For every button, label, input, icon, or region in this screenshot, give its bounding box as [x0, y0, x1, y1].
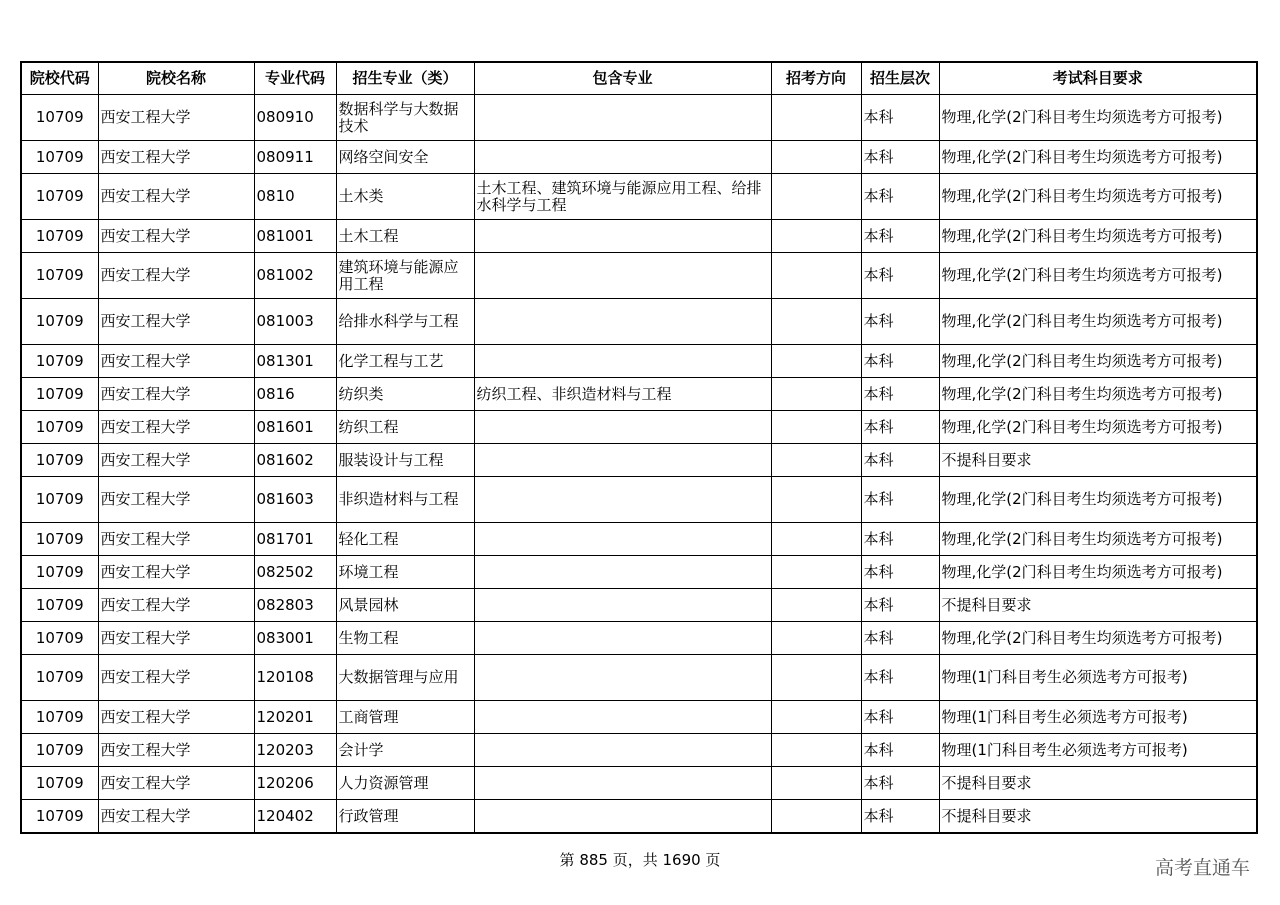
cell-level: 本科 — [861, 141, 939, 174]
table-row — [21, 589, 1257, 622]
cell-major-name: 行政管理 — [336, 800, 474, 834]
table-row — [21, 523, 1257, 556]
cell-school-name: 西安工程大学 — [98, 622, 254, 655]
table-header-row — [21, 62, 1257, 95]
cell-subject-requirement: 不提科目要求 — [939, 444, 1257, 477]
page-number: 第 885 页，共 1690 页 — [559, 851, 721, 869]
cell-school-code: 10709 — [21, 734, 98, 767]
cell-school-name: 西安工程大学 — [98, 345, 254, 378]
col-header-major-code: 专业代码 — [254, 62, 336, 95]
col-header-included-majors: 包含专业 — [474, 62, 771, 95]
cell-direction — [771, 800, 861, 834]
cell-subject-requirement: 物理,化学(2门科目考生均须选考方可报考) — [939, 378, 1257, 411]
cell-major-name: 纺织类 — [336, 378, 474, 411]
cell-school-code: 10709 — [21, 444, 98, 477]
cell-included-majors — [474, 411, 771, 444]
cell-included-majors — [474, 95, 771, 141]
cell-subject-requirement: 物理(1门科目考生必须选考方可报考) — [939, 655, 1257, 701]
cell-school-name: 西安工程大学 — [98, 378, 254, 411]
cell-subject-requirement: 物理,化学(2门科目考生均须选考方可报考) — [939, 141, 1257, 174]
cell-school-name: 西安工程大学 — [98, 477, 254, 523]
cell-subject-requirement: 物理,化学(2门科目考生均须选考方可报考) — [939, 253, 1257, 299]
table-row — [21, 701, 1257, 734]
table-row — [21, 767, 1257, 800]
table-row — [21, 299, 1257, 345]
cell-major-code: 080911 — [254, 141, 336, 174]
cell-level: 本科 — [861, 345, 939, 378]
cell-major-name: 会计学 — [336, 734, 474, 767]
cell-major-name: 环境工程 — [336, 556, 474, 589]
table-row — [21, 477, 1257, 523]
cell-direction — [771, 378, 861, 411]
cell-included-majors — [474, 800, 771, 834]
cell-major-code: 081002 — [254, 253, 336, 299]
cell-major-name: 纺织工程 — [336, 411, 474, 444]
cell-included-majors — [474, 734, 771, 767]
table-row — [21, 655, 1257, 701]
cell-direction — [771, 556, 861, 589]
cell-direction — [771, 141, 861, 174]
cell-major-name: 人力资源管理 — [336, 767, 474, 800]
cell-level: 本科 — [861, 701, 939, 734]
cell-school-name: 西安工程大学 — [98, 701, 254, 734]
cell-subject-requirement: 物理,化学(2门科目考生均须选考方可报考) — [939, 556, 1257, 589]
cell-included-majors: 纺织工程、非织造材料与工程 — [474, 378, 771, 411]
cell-major-name: 工商管理 — [336, 701, 474, 734]
col-header-school-name: 院校名称 — [98, 62, 254, 95]
cell-major-code: 120206 — [254, 767, 336, 800]
cell-subject-requirement: 物理(1门科目考生必须选考方可报考) — [939, 734, 1257, 767]
cell-major-name: 风景园林 — [336, 589, 474, 622]
cell-included-majors — [474, 220, 771, 253]
cell-school-name: 西安工程大学 — [98, 95, 254, 141]
cell-direction — [771, 174, 861, 220]
cell-level: 本科 — [861, 767, 939, 800]
cell-school-name: 西安工程大学 — [98, 253, 254, 299]
cell-level: 本科 — [861, 655, 939, 701]
table-row — [21, 444, 1257, 477]
cell-major-name: 非织造材料与工程 — [336, 477, 474, 523]
cell-major-code: 120108 — [254, 655, 336, 701]
col-header-direction: 招考方向 — [771, 62, 861, 95]
cell-school-name: 西安工程大学 — [98, 444, 254, 477]
cell-major-code: 081602 — [254, 444, 336, 477]
cell-school-name: 西安工程大学 — [98, 299, 254, 345]
cell-major-name: 网络空间安全 — [336, 141, 474, 174]
cell-school-code: 10709 — [21, 767, 98, 800]
table-row — [21, 622, 1257, 655]
cell-major-code: 120402 — [254, 800, 336, 834]
cell-included-majors — [474, 767, 771, 800]
cell-school-code: 10709 — [21, 378, 98, 411]
cell-school-code: 10709 — [21, 141, 98, 174]
cell-included-majors — [474, 589, 771, 622]
col-header-subject-requirement: 考试科目要求 — [939, 62, 1257, 95]
col-header-school-code: 院校代码 — [21, 62, 98, 95]
cell-level: 本科 — [861, 444, 939, 477]
table-row — [21, 95, 1257, 141]
cell-school-code: 10709 — [21, 477, 98, 523]
cell-major-code: 0816 — [254, 378, 336, 411]
cell-major-name: 化学工程与工艺 — [336, 345, 474, 378]
cell-subject-requirement: 物理,化学(2门科目考生均须选考方可报考) — [939, 174, 1257, 220]
cell-included-majors — [474, 523, 771, 556]
cell-major-name: 数据科学与大数据技术 — [336, 95, 474, 141]
cell-school-name: 西安工程大学 — [98, 655, 254, 701]
cell-major-code: 081003 — [254, 299, 336, 345]
cell-major-name: 生物工程 — [336, 622, 474, 655]
cell-major-code: 082803 — [254, 589, 336, 622]
cell-school-code: 10709 — [21, 556, 98, 589]
cell-level: 本科 — [861, 299, 939, 345]
table-row — [21, 141, 1257, 174]
cell-major-code: 081001 — [254, 220, 336, 253]
cell-direction — [771, 299, 861, 345]
cell-subject-requirement: 物理,化学(2门科目考生均须选考方可报考) — [939, 345, 1257, 378]
cell-school-code: 10709 — [21, 299, 98, 345]
cell-direction — [771, 622, 861, 655]
cell-major-name: 服装设计与工程 — [336, 444, 474, 477]
cell-school-code: 10709 — [21, 701, 98, 734]
cell-subject-requirement: 物理,化学(2门科目考生均须选考方可报考) — [939, 220, 1257, 253]
cell-included-majors — [474, 444, 771, 477]
cell-direction — [771, 589, 861, 622]
cell-school-code: 10709 — [21, 622, 98, 655]
cell-direction — [771, 477, 861, 523]
cell-direction — [771, 444, 861, 477]
cell-level: 本科 — [861, 734, 939, 767]
cell-level: 本科 — [861, 589, 939, 622]
admissions-table — [20, 61, 1258, 834]
cell-level: 本科 — [861, 378, 939, 411]
cell-major-name: 建筑环境与能源应用工程 — [336, 253, 474, 299]
cell-subject-requirement: 物理,化学(2门科目考生均须选考方可报考) — [939, 477, 1257, 523]
cell-major-code: 120201 — [254, 701, 336, 734]
cell-major-name: 大数据管理与应用 — [336, 655, 474, 701]
cell-included-majors — [474, 345, 771, 378]
cell-direction — [771, 253, 861, 299]
col-header-level: 招生层次 — [861, 62, 939, 95]
cell-level: 本科 — [861, 556, 939, 589]
cell-subject-requirement: 物理,化学(2门科目考生均须选考方可报考) — [939, 299, 1257, 345]
cell-subject-requirement: 物理,化学(2门科目考生均须选考方可报考) — [939, 411, 1257, 444]
cell-subject-requirement: 物理,化学(2门科目考生均须选考方可报考) — [939, 523, 1257, 556]
table-row — [21, 556, 1257, 589]
cell-major-code: 082502 — [254, 556, 336, 589]
cell-direction — [771, 95, 861, 141]
cell-major-name: 土木工程 — [336, 220, 474, 253]
cell-major-code: 081603 — [254, 477, 336, 523]
cell-level: 本科 — [861, 622, 939, 655]
cell-school-name: 西安工程大学 — [98, 220, 254, 253]
cell-included-majors — [474, 299, 771, 345]
cell-direction — [771, 523, 861, 556]
watermark: 高考直通车 — [1154, 857, 1250, 879]
cell-school-code: 10709 — [21, 253, 98, 299]
cell-major-code: 080910 — [254, 95, 336, 141]
col-header-major: 招生专业（类） — [336, 62, 474, 95]
cell-major-name: 轻化工程 — [336, 523, 474, 556]
cell-direction — [771, 411, 861, 444]
cell-level: 本科 — [861, 477, 939, 523]
cell-major-code: 120203 — [254, 734, 336, 767]
cell-school-code: 10709 — [21, 411, 98, 444]
cell-direction — [771, 767, 861, 800]
table-row — [21, 411, 1257, 444]
table-row — [21, 220, 1257, 253]
cell-included-majors — [474, 253, 771, 299]
cell-direction — [771, 655, 861, 701]
cell-direction — [771, 734, 861, 767]
cell-subject-requirement: 物理,化学(2门科目考生均须选考方可报考) — [939, 622, 1257, 655]
cell-school-name: 西安工程大学 — [98, 800, 254, 834]
cell-school-code: 10709 — [21, 95, 98, 141]
cell-included-majors — [474, 556, 771, 589]
cell-major-code: 081701 — [254, 523, 336, 556]
table-row — [21, 174, 1257, 220]
cell-level: 本科 — [861, 800, 939, 834]
cell-school-name: 西安工程大学 — [98, 556, 254, 589]
cell-included-majors: 土木工程、建筑环境与能源应用工程、给排水科学与工程 — [474, 174, 771, 220]
cell-school-code: 10709 — [21, 523, 98, 556]
cell-subject-requirement: 不提科目要求 — [939, 800, 1257, 834]
cell-school-name: 西安工程大学 — [98, 523, 254, 556]
cell-major-code: 083001 — [254, 622, 336, 655]
cell-level: 本科 — [861, 253, 939, 299]
cell-subject-requirement: 不提科目要求 — [939, 589, 1257, 622]
cell-included-majors — [474, 622, 771, 655]
cell-school-code: 10709 — [21, 655, 98, 701]
cell-school-code: 10709 — [21, 345, 98, 378]
cell-major-code: 081601 — [254, 411, 336, 444]
cell-school-name: 西安工程大学 — [98, 411, 254, 444]
cell-subject-requirement: 物理(1门科目考生必须选考方可报考) — [939, 701, 1257, 734]
cell-major-name: 土木类 — [336, 174, 474, 220]
cell-school-code: 10709 — [21, 174, 98, 220]
cell-major-name: 给排水科学与工程 — [336, 299, 474, 345]
cell-included-majors — [474, 701, 771, 734]
cell-subject-requirement: 物理,化学(2门科目考生均须选考方可报考) — [939, 95, 1257, 141]
cell-school-name: 西安工程大学 — [98, 141, 254, 174]
cell-major-code: 0810 — [254, 174, 336, 220]
cell-school-name: 西安工程大学 — [98, 589, 254, 622]
table-row — [21, 800, 1257, 834]
cell-included-majors — [474, 141, 771, 174]
cell-level: 本科 — [861, 523, 939, 556]
cell-direction — [771, 345, 861, 378]
table-row — [21, 253, 1257, 299]
table-row — [21, 345, 1257, 378]
cell-direction — [771, 220, 861, 253]
table-row — [21, 734, 1257, 767]
table-row — [21, 378, 1257, 411]
cell-school-code: 10709 — [21, 800, 98, 834]
cell-school-code: 10709 — [21, 589, 98, 622]
cell-level: 本科 — [861, 95, 939, 141]
cell-school-name: 西安工程大学 — [98, 734, 254, 767]
cell-school-name: 西安工程大学 — [98, 767, 254, 800]
cell-school-name: 西安工程大学 — [98, 174, 254, 220]
cell-level: 本科 — [861, 411, 939, 444]
cell-subject-requirement: 不提科目要求 — [939, 767, 1257, 800]
cell-included-majors — [474, 477, 771, 523]
cell-major-code: 081301 — [254, 345, 336, 378]
cell-level: 本科 — [861, 174, 939, 220]
cell-level: 本科 — [861, 220, 939, 253]
cell-included-majors — [474, 655, 771, 701]
cell-direction — [771, 701, 861, 734]
cell-school-code: 10709 — [21, 220, 98, 253]
